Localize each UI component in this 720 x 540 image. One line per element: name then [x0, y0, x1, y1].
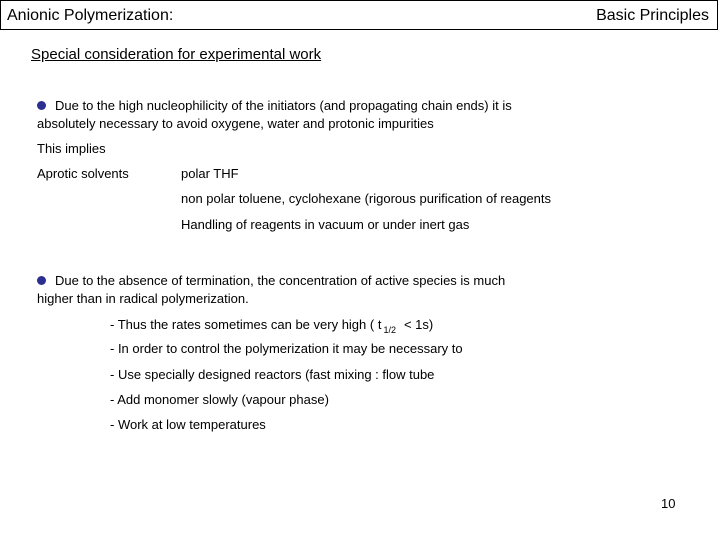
- nonpolar-solvent-text: non polar toluene, cyclohexane (rigorous purification of reagents: [181, 191, 552, 206]
- page-number: 10: [661, 496, 676, 511]
- monomer-text: - Add monomer slowly (vapour phase): [110, 392, 329, 407]
- rates-prefix: - Thus the rates sometimes can be very high ( t: [110, 317, 382, 332]
- rates-text: [110, 316, 433, 339]
- reactors-text: - Use specially designed reactors (fast mixing : flow tube: [110, 367, 435, 382]
- header-subtitle: Basic Principles: [596, 7, 709, 24]
- header-bar: [0, 0, 718, 30]
- bullet-paragraph-2-line-1: [37, 272, 505, 290]
- polar-solvent-text: polar THF: [181, 166, 239, 181]
- aprotic-solvents-label: Aprotic solvents: [37, 166, 129, 181]
- implies-text: This implies: [37, 141, 106, 156]
- bullet-paragraph-2-line-2: higher than in radical polymerization.: [37, 291, 249, 306]
- rates-suffix: < 1s): [403, 317, 434, 332]
- bullet-icon: [37, 101, 46, 110]
- control-text: - In order to control the polymerization it may be necessary to: [110, 341, 463, 356]
- half-life-subscript: 1/2: [383, 325, 396, 335]
- handling-text: Handling of reagents in vacuum or under inert gas: [181, 217, 470, 232]
- low-temperature-text: - Work at low temperatures: [110, 417, 266, 432]
- header-title: Anionic Polymerization:: [7, 7, 174, 24]
- bullet-icon: [37, 276, 46, 285]
- bullet-text-1-line-1: Due to the high nucleophilicity of the initiators (and propagating chain ends) it is: [55, 98, 512, 113]
- bullet-paragraph-1-line-2: absolutely necessary to avoid oxygene, water and protonic impurities: [37, 116, 434, 131]
- bullet-text-2-line-1: Due to the absence of termination, the concentration of active species is much: [55, 273, 506, 288]
- section-subtitle: Special consideration for experimental work: [31, 46, 322, 63]
- bullet-paragraph-1-line-1: [37, 97, 512, 115]
